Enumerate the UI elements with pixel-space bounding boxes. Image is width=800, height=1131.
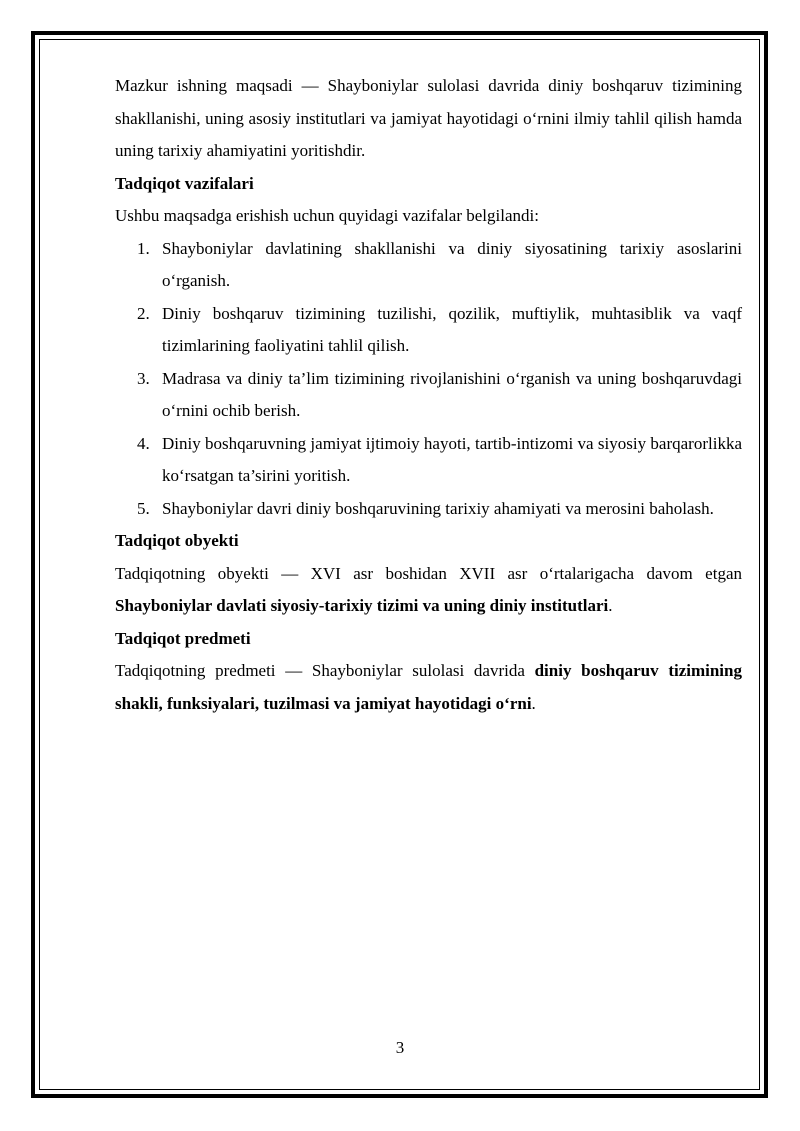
- tasks-heading: Tadqiqot vazifalari: [115, 173, 254, 193]
- list-item-text: Diniy boshqaruv tizimining tuzilishi, qozilik, muftiylik, muhtasiblik va vaqf tizimlarining faoliyatini tahlil qilish.: [162, 303, 742, 355]
- object-text: Tadqiqotning obyekti — XVI asr boshidan XVII asr o‘rtalarigacha davom etgan: [115, 563, 742, 583]
- subject-text: Tadqiqotning predmeti — Shayboniylar sulolasi davrida: [115, 661, 535, 680]
- subject-text-end: .: [531, 693, 536, 713]
- object-text-end: .: [608, 596, 613, 615]
- list-item-text: Shayboniylar davlatining shakllanishi va diniy siyosatining tarixiy asoslarini o‘rganish.: [162, 238, 742, 290]
- list-item-text: Shayboniylar davri diniy boshqaruvining tarixiy ahamiyati va merosini baholash.: [162, 498, 714, 518]
- list-item-number: 5.: [137, 498, 150, 518]
- tasks-lead: Ushbu maqsadga erishish uchun quyidagi vazifalar belgilandi:: [115, 206, 539, 225]
- list-item: [115, 233, 742, 298]
- subject-paragraph: [115, 655, 742, 720]
- subject-heading: Tadqiqot predmeti: [115, 628, 251, 648]
- intro-paragraph: Mazkur ishning maqsadi — Shayboniylar sulolasi davrida diniy boshqaruv tizimining shakllanishi, uning asosiy institutlari va jamiyat hayotidagi o‘rnini ilmiy tahlil qilish hamda uning tarixiy ahamiyatini yoritishdir.: [115, 76, 742, 160]
- list-item-number: 4.: [137, 433, 150, 453]
- list-item: [115, 428, 742, 493]
- list-item-number: 1.: [137, 238, 150, 258]
- tasks-list: [115, 233, 742, 526]
- list-item-text: Diniy boshqaruvning jamiyat ijtimoiy hayoti, tartib-intizomi va siyosiy barqarorlikka ko‘rsatgan ta’sirini yoritish.: [162, 433, 742, 485]
- page-content: [115, 70, 742, 720]
- page-number: 3: [395, 1038, 405, 1057]
- object-paragraph: [115, 558, 742, 623]
- list-item: [115, 493, 742, 526]
- list-item-text: Madrasa va diniy ta’lim tizimining rivojlanishini o‘rganish va uning boshqaruvdagi o‘rnini ochib berish.: [162, 368, 742, 420]
- list-item-number: 2.: [137, 303, 150, 323]
- object-heading: Tadqiqot obyekti: [115, 531, 239, 550]
- list-item: [115, 298, 742, 363]
- list-item: [115, 363, 742, 428]
- subject-text-bold: diniy boshqaruv tizimining shakli, funksiyalari, tuzilmasi va jamiyat hayotidagi o‘rni: [115, 661, 742, 713]
- list-item-number: 3.: [137, 368, 150, 388]
- object-text-bold: Shayboniylar davlati siyosiy-tarixiy tizimi va uning diniy institutlari: [115, 596, 609, 615]
